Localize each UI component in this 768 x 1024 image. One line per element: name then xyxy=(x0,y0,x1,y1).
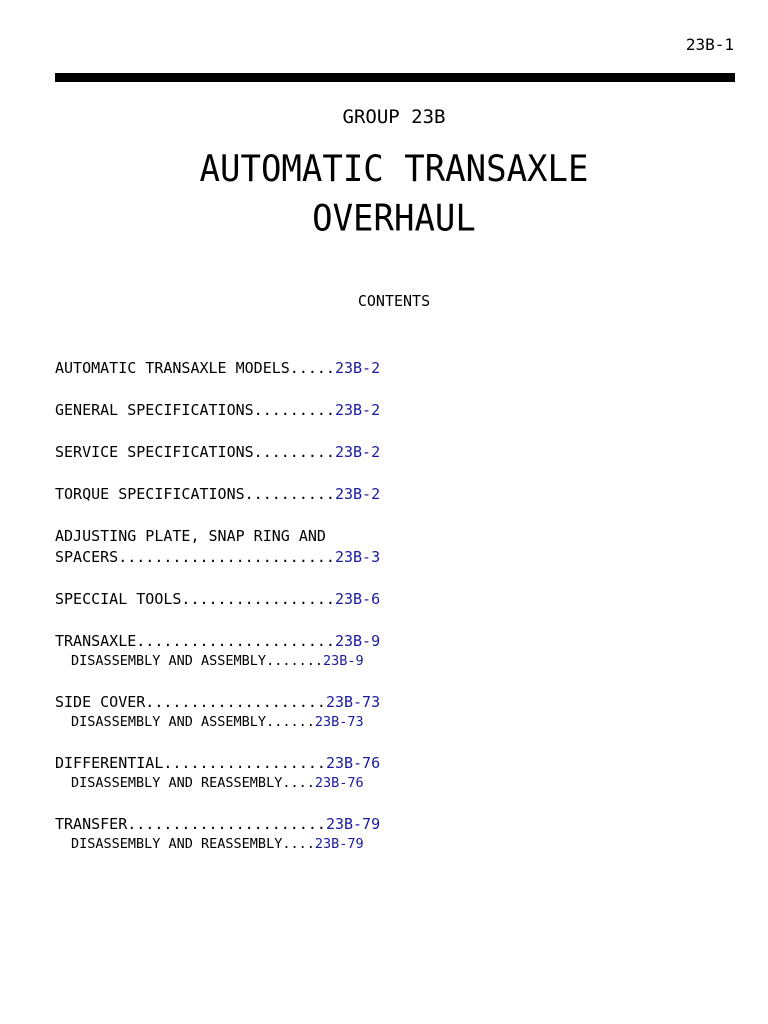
group-label: GROUP 23B xyxy=(342,106,446,128)
toc-entry-line xyxy=(55,692,395,713)
header-rule xyxy=(55,73,735,82)
title-line-2: OVERHAUL xyxy=(312,197,476,241)
toc-entry xyxy=(55,692,395,732)
toc-entry-label: DISASSEMBLY AND ASSEMBLY....... xyxy=(71,653,323,669)
toc-page-link[interactable]: 23B-2 xyxy=(334,485,381,503)
toc-page-link[interactable]: 23B-79 xyxy=(314,836,364,852)
toc-page-link[interactable]: 23B-76 xyxy=(314,775,364,791)
toc-entry xyxy=(55,526,395,568)
contents-heading: CONTENTS xyxy=(357,292,431,310)
toc-entry-label: AUTOMATIC TRANSAXLE MODELS..... xyxy=(55,359,335,377)
toc-entry-label: SPECCIAL TOOLS................. xyxy=(55,590,335,608)
page-title xyxy=(0,144,768,243)
toc-entry-line xyxy=(55,753,395,774)
toc-entry-label: TRANSFER...................... xyxy=(55,815,326,833)
toc-entry-line xyxy=(55,400,395,421)
toc-entry-label: SIDE COVER.................... xyxy=(55,693,326,711)
toc-entry-label: DISASSEMBLY AND REASSEMBLY.... xyxy=(71,775,315,791)
title-line-1: AUTOMATIC TRANSAXLE xyxy=(199,147,589,191)
toc-entry-label: SERVICE SPECIFICATIONS......... xyxy=(55,443,335,461)
toc-entry-label: TRANSAXLE...................... xyxy=(55,632,335,650)
toc-entry-label: DISASSEMBLY AND REASSEMBLY.... xyxy=(71,836,315,852)
toc-entry-line xyxy=(55,526,395,547)
toc-page-link[interactable]: 23B-2 xyxy=(334,401,381,419)
toc-page-link[interactable]: 23B-3 xyxy=(334,548,381,566)
toc-page-link[interactable]: 23B-76 xyxy=(325,754,381,772)
toc-page-link[interactable]: 23B-73 xyxy=(325,693,381,711)
toc-entry-label: DIFFERENTIAL.................. xyxy=(55,754,326,772)
toc-page-link[interactable]: 23B-79 xyxy=(325,815,381,833)
toc-page-link[interactable]: 23B-2 xyxy=(334,443,381,461)
toc-entry-label: ADJUSTING PLATE, SNAP RING AND xyxy=(55,527,326,545)
toc-entry-line xyxy=(55,442,395,463)
toc-page-link[interactable]: 23B-6 xyxy=(334,590,381,608)
toc-subentry xyxy=(55,774,395,793)
toc-entry xyxy=(55,814,395,854)
toc-entry xyxy=(55,400,395,421)
toc-entry xyxy=(55,484,395,505)
toc-entry-line xyxy=(55,547,395,568)
toc-entry xyxy=(55,358,395,379)
toc-entry xyxy=(55,631,395,671)
toc-entry-label: GENERAL SPECIFICATIONS......... xyxy=(55,401,335,419)
page-number: 23B-1 xyxy=(685,35,734,54)
table-of-contents xyxy=(55,358,395,854)
toc-entry-line xyxy=(55,484,395,505)
toc-page-link[interactable]: 23B-9 xyxy=(322,653,364,669)
toc-page-link[interactable]: 23B-73 xyxy=(314,714,364,730)
toc-entry-label: SPACERS........................ xyxy=(55,548,335,566)
toc-entry xyxy=(55,589,395,610)
toc-subentry xyxy=(55,652,395,671)
toc-entry xyxy=(55,442,395,463)
toc-entry-label: TORQUE SPECIFICATIONS.......... xyxy=(55,485,335,503)
toc-entry-line xyxy=(55,589,395,610)
toc-subentry xyxy=(55,835,395,854)
toc-page-link[interactable]: 23B-9 xyxy=(334,632,381,650)
toc-entry-label: DISASSEMBLY AND ASSEMBLY...... xyxy=(71,714,315,730)
toc-entry xyxy=(55,753,395,793)
toc-entry-line xyxy=(55,631,395,652)
toc-entry-line xyxy=(55,358,395,379)
toc-entry-line xyxy=(55,814,395,835)
toc-subentry xyxy=(55,713,395,732)
toc-page-link[interactable]: 23B-2 xyxy=(334,359,381,377)
